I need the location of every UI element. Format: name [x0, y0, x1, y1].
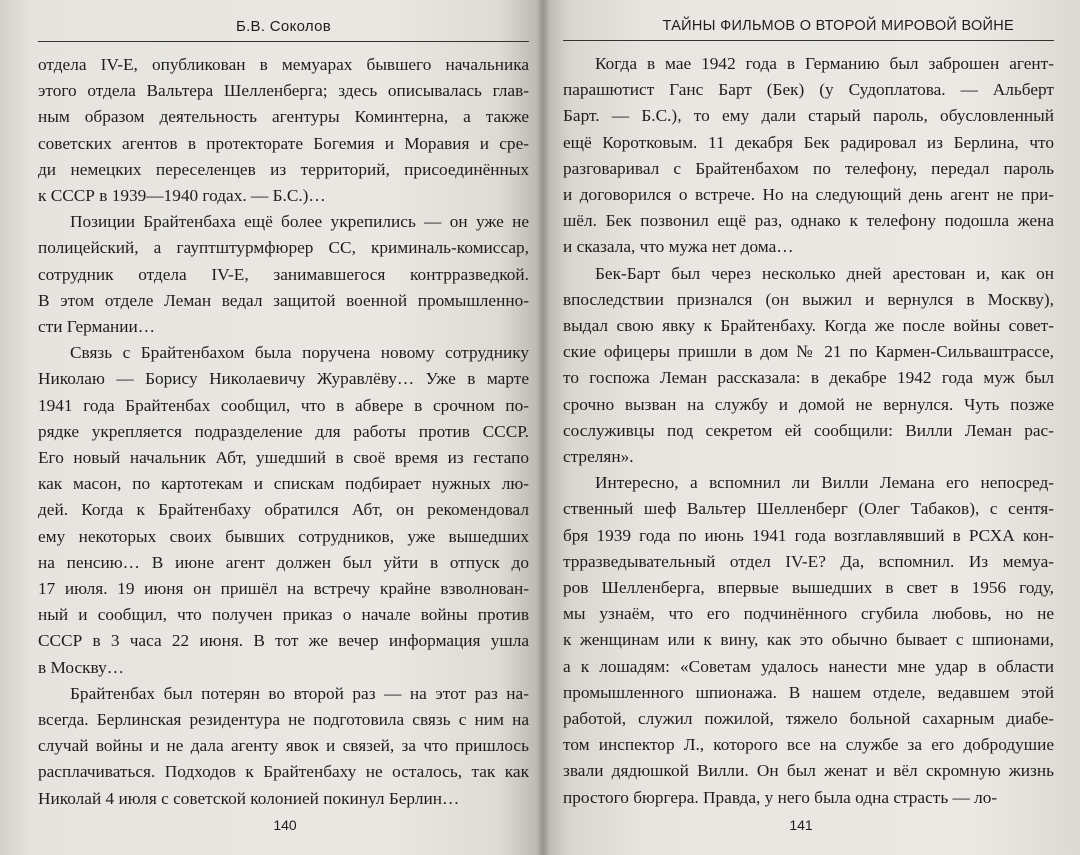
- text-line: В этом отделе Леман ведал защитой военной промышленно-: [38, 290, 529, 310]
- page-number-left: 140: [273, 817, 297, 833]
- text-line: 1941 года Брайтенбах сообщил, что в абвере в срочном по-: [38, 395, 529, 415]
- text-line: ственный шеф Вальтер Шелленберг (Олег Табаков), с сентя-: [563, 499, 1054, 519]
- text-line: сти Германии…: [38, 317, 156, 337]
- text-line: советских агентов в протекторате Богемия и Моравия и сре-: [38, 133, 529, 153]
- text-line: ный и сообщил, что получен приказ о начале войны против: [38, 605, 529, 625]
- text-line: и договорился о встрече. Но на следующий день агент не при-: [563, 185, 1054, 205]
- text-line: стрелян».: [563, 447, 634, 467]
- text-line: ещё Коротковым. 11 декабря Бек радировал из Берлина, что: [563, 132, 1054, 152]
- paragraph: [38, 209, 529, 340]
- text-line: Николаю — Борису Николаевичу Журавлёву… Уже в марте: [38, 369, 529, 389]
- text-line: мы узнаём, что его подчинённого сгубила любовь, но не: [563, 604, 1054, 624]
- right-page: [543, 0, 1080, 855]
- paragraph: [38, 52, 529, 209]
- paragraph: [563, 470, 1054, 811]
- text-line: шёл. Бек позвонил ещё раз, однако к телефону подошла жена: [563, 211, 1054, 231]
- text-line: Бек-Барт был через несколько дней арестован и, как он: [595, 263, 1054, 283]
- text-line: всегда. Берлинская резидентура не подготовила связь с ним на: [38, 710, 529, 730]
- text-line: к женщинам или к вину, как это обычно бывает с шпионами,: [563, 630, 1054, 650]
- text-line: как масон, по картотекам и спискам подбирает нужных лю-: [38, 474, 529, 494]
- text-line: сотрудник отдела IV-Е, занимавшегося контрразведкой.: [38, 264, 529, 284]
- text-line: Когда в мае 1942 года в Германию был заброшен агент-: [595, 54, 1054, 73]
- text-line: звали дядюшкой Вилли. Он был женат и вёл скромную жизнь: [563, 761, 1054, 781]
- text-line: Его новый начальник Абт, ушедший в своё время из гестапо: [38, 448, 529, 468]
- text-line: а к лошадям: «Советам удалось нанести мне удар в области: [563, 656, 1054, 676]
- text-line: 17 июля. 19 июня он пришёл на встречу крайне взволнован-: [38, 579, 529, 599]
- text-line: сослуживцы под секретом ей сообщили: Вилли Леман рас-: [563, 420, 1054, 440]
- text-line: трразведывательный отдел IV-Е? Да, вспомнил. Из мемуа-: [563, 551, 1054, 571]
- text-line: бря 1939 года по июнь 1941 года возглавлявший в РСХА кон-: [563, 525, 1054, 545]
- paragraph: [38, 681, 529, 812]
- text-line: ему некоторых своих бывших сотрудников, уже вышедших: [38, 526, 529, 546]
- text-line: ди немецких переселенцев из территорий, присоединённых: [38, 159, 529, 179]
- text-line: рядке укрепляется подразделение для работы против СССР.: [38, 421, 529, 441]
- text-line: Барт. — Б.С.), то ему дали старый пароль, обусловленный: [563, 106, 1054, 126]
- text-line: случай войны и не дала агенту явок и связей, за что пришлось: [38, 736, 529, 756]
- text-line: СССР в 3 часа 22 июня. В тот же вечер информация ушла: [38, 631, 529, 651]
- right-page-body: [563, 51, 1054, 811]
- text-line: Позиции Брайтенбаха ещё более укрепились — он уже не: [70, 212, 529, 232]
- text-line: парашютист Ганс Барт (Бек) (у Судоплатова. — Альберт: [563, 80, 1054, 100]
- text-line: Связь с Брайтенбахом была поручена новому сотруднику: [70, 343, 529, 363]
- text-line: ным образом деятельность агентуры Коминтерна, а также: [38, 107, 529, 127]
- text-line: выдал свою явку к Брайтенбаху. Когда же после войны совет-: [563, 316, 1054, 336]
- text-line: дей. Когда к Брайтенбаху обратился Абт, он рекомендовал: [38, 500, 529, 520]
- text-line: работой, служил пожилой, тяжело больной сахарным диабе-: [563, 709, 1054, 729]
- left-page-body: [38, 52, 529, 812]
- paragraph: [563, 261, 1054, 471]
- text-line: к СССР в 1939—1940 годах. — Б.С.)…: [38, 186, 326, 206]
- text-line: расплачиваться. Подходов к Брайтенбаху не осталось, так как: [38, 762, 529, 782]
- text-line: этого отдела Вальтера Шелленберга; здесь описывалась глав-: [38, 81, 529, 101]
- paragraph: [563, 51, 1054, 261]
- text-line: Брайтенбах был потерян во второй раз — на этот раз на-: [70, 683, 529, 703]
- text-line: ров Шелленберга, впервые вышедших в свет в 1956 году,: [563, 578, 1054, 598]
- text-line: на пенсию… В июне агент должен был уйти в отпуск до: [38, 552, 529, 572]
- text-line: и сказала, что мужа нет дома…: [563, 237, 794, 257]
- text-line: полицейский, а гауптштурмфюрер СС, криминаль-комиссар,: [38, 238, 529, 258]
- paragraph: [38, 340, 529, 681]
- text-line: срочно вызван на службу и домой не вернулся. Чуть позже: [563, 394, 1054, 414]
- text-line: то госпожа Леман рассказала: в декабре 1942 года муж был: [563, 368, 1054, 388]
- text-line: том инспектор Л., которого все на службе за его добродушие: [563, 735, 1054, 755]
- text-line: простого бюргера. Правда, у него была одна страсть — ло-: [563, 787, 998, 807]
- text-line: ские офицеры пришли в дом № 21 по Кармен-Сильваштрассе,: [563, 342, 1054, 362]
- running-head-left: Б.В. Соколов: [38, 18, 529, 42]
- text-line: промышленного шпионажа. В нашем отделе, ведавшем этой: [563, 682, 1054, 702]
- text-line: в Москву…: [38, 657, 125, 677]
- text-line: Николай 4 июля с советской колонией покинул Берлин…: [38, 788, 460, 808]
- text-line: впоследствии признался (он выжил и вернулся в Москву),: [563, 289, 1054, 309]
- text-line: отдела IV-Е, опубликован в мемуарах бывшего начальника: [38, 55, 529, 74]
- text-line: разговаривал с Брайтенбахом по телефону, передал пароль: [563, 158, 1054, 178]
- running-head-right: ТАЙНЫ ФИЛЬМОВ О ВТОРОЙ МИРОВОЙ ВОЙНЕ: [563, 18, 1054, 41]
- page-number-right: 141: [789, 817, 813, 833]
- text-line: Интересно, а вспомнил ли Вилли Лемана его непосред-: [595, 473, 1054, 493]
